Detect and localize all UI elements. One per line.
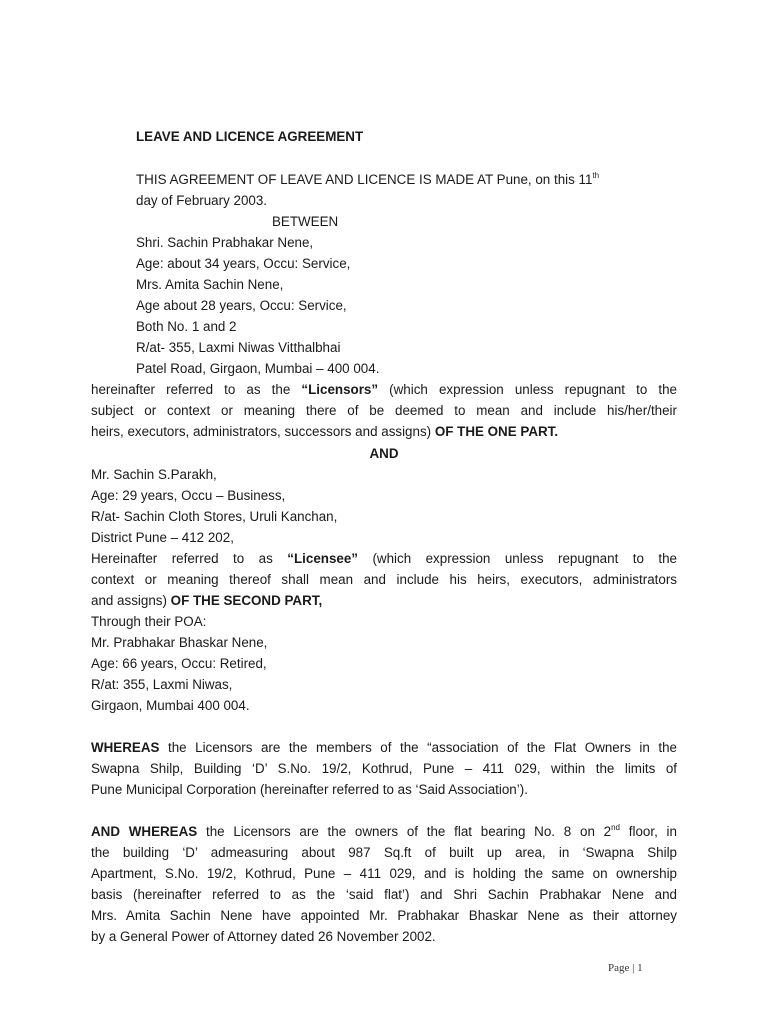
licensor-line: R/at- 355, Laxmi Niwas Vitthalbhai bbox=[136, 340, 341, 355]
and-whereas-para-line: Mrs. Amita Sachin Nene have appointed Mr. Prabhakar Bhaskar Nene as their attorney bbox=[91, 908, 677, 923]
and-whereas-para-line: the building ‘D’ admeasuring about 987 Sq.ft of built up area, in ‘Swapna Shilp bbox=[91, 845, 677, 860]
licensors-para-line: subject or context or meaning there of be deemed to mean and include his/her/their bbox=[91, 403, 677, 418]
and-heading: AND bbox=[369, 446, 399, 461]
poa-line: R/at: 355, Laxmi Niwas, bbox=[91, 677, 233, 692]
licensor-line: Mrs. Amita Sachin Nene, bbox=[136, 277, 284, 292]
licensor-line: Patel Road, Girgaon, Mumbai – 400 004. bbox=[136, 361, 380, 376]
poa-line: Mr. Prabhakar Bhaskar Nene, bbox=[91, 635, 268, 650]
and-whereas-para-line: AND WHEREAS the Licensors are the owners of the flat bearing No. 8 on 2nd floor, in bbox=[91, 822, 677, 839]
and-whereas-para-line: by a General Power of Attorney dated 26 November 2002. bbox=[91, 929, 436, 944]
intro-date-superscript: th bbox=[592, 170, 600, 180]
licensee-line: Mr. Sachin S.Parakh, bbox=[91, 467, 217, 482]
licensors-para-line: hereinafter referred to as the “Licensors” (which expression unless repugnant to the bbox=[91, 382, 677, 397]
intro-line-1: THIS AGREEMENT OF LEAVE AND LICENCE IS MADE AT Pune, on this 11th bbox=[136, 170, 600, 187]
licensee-line: R/at- Sachin Cloth Stores, Uruli Kanchan, bbox=[91, 509, 338, 524]
licensee-para-line: and assigns) OF THE SECOND PART, bbox=[91, 593, 323, 608]
page-number-footer: Page | 1 bbox=[608, 962, 643, 974]
poa-line: Girgaon, Mumbai 400 004. bbox=[91, 698, 250, 713]
poa-line: Through their POA: bbox=[91, 614, 207, 629]
licensee-para-line: Hereinafter referred to as “Licensee” (which expression unless repugnant to the bbox=[91, 551, 677, 566]
licensor-line: Shri. Sachin Prabhakar Nene, bbox=[136, 235, 314, 250]
licensor-line: Age about 28 years, Occu: Service, bbox=[136, 298, 347, 313]
floor-superscript: nd bbox=[611, 822, 620, 832]
between-heading: BETWEEN bbox=[272, 214, 339, 229]
poa-line: Age: 66 years, Occu: Retired, bbox=[91, 656, 267, 671]
licensors-para-line: heirs, executors, administrators, successors and assigns) OF THE ONE PART. bbox=[91, 424, 559, 439]
licensee-line: District Pune – 412 202, bbox=[91, 530, 234, 545]
whereas-para-line: Swapna Shilp, Building ‘D’ S.No. 19/2, Kothrud, Pune – 411 029, within the limits of bbox=[91, 761, 677, 776]
licensor-line: Age: about 34 years, Occu: Service, bbox=[136, 256, 351, 271]
licensee-line: Age: 29 years, Occu – Business, bbox=[91, 488, 286, 503]
and-whereas-para-line: basis (hereinafter referred to as the ‘said flat’) and Shri Sachin Prabhakar Nene and bbox=[91, 887, 677, 902]
whereas-para-line: WHEREAS the Licensors are the members of the “association of the Flat Owners in the bbox=[91, 740, 677, 755]
document-title: LEAVE AND LICENCE AGREEMENT bbox=[136, 129, 364, 144]
licensor-line: Both No. 1 and 2 bbox=[136, 319, 237, 334]
licensee-para-line: context or meaning thereof shall mean and include his heirs, executors, administrators bbox=[91, 572, 677, 587]
intro-line-2: day of February 2003. bbox=[136, 193, 268, 208]
whereas-para-line: Pune Municipal Corporation (hereinafter referred to as ‘Said Association’). bbox=[91, 782, 528, 797]
and-whereas-para-line: Apartment, S.No. 19/2, Kothrud, Pune – 411 029, and is holding the same on ownership bbox=[91, 866, 677, 881]
